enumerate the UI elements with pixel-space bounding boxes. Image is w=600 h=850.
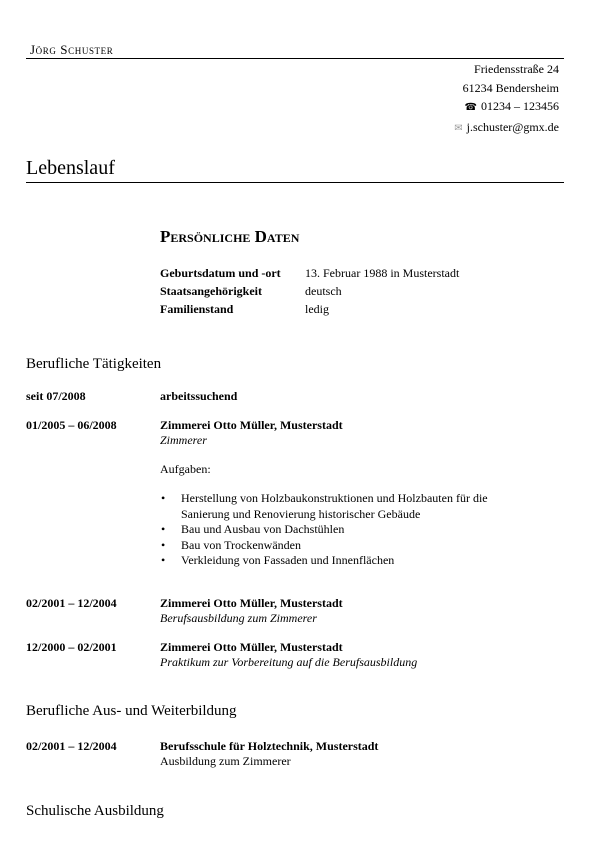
- task-text: Bau und Ausbau von Dachstühlen: [181, 522, 345, 536]
- document-title: Lebenslauf: [26, 157, 115, 179]
- birth-label: Geburtsdatum und -ort: [160, 266, 281, 280]
- marital-status-label: Familienstand: [160, 302, 234, 316]
- title-divider: [26, 182, 564, 183]
- header-divider: [26, 58, 564, 59]
- applicant-name: Jörg Schuster: [30, 42, 114, 57]
- email-address[interactable]: j.schuster@gmx.de: [466, 119, 559, 134]
- entry-date: seit 07/2008: [26, 389, 86, 403]
- email-line: [454, 118, 559, 139]
- entry-title: arbeitssuchend: [160, 389, 238, 403]
- entry-title: Berufsschule für Holztechnik, Musterstadt: [160, 739, 379, 753]
- birth-value: 13. Februar 1988 in Musterstadt: [305, 266, 460, 280]
- entry-position: Berufsausbildung zum Zimmerer: [160, 611, 317, 625]
- jobs-heading: Berufliche Tätigkeiten: [26, 356, 162, 372]
- training-heading: Berufliche Aus- und Weiterbildung: [26, 703, 237, 719]
- entry-date: 01/2005 – 06/2008: [26, 418, 117, 432]
- phone-icon: ☎: [464, 102, 477, 113]
- task-list: [160, 491, 520, 569]
- task-text: Herstellung von Holzbaukonstruktionen und Holzbauten für die Sanierung und Renovierung historischer Gebäude: [181, 491, 488, 521]
- marital-status-value: ledig: [305, 302, 329, 316]
- entry-position: Zimmerer: [160, 433, 207, 447]
- task-item: [160, 491, 520, 522]
- entry-description: Ausbildung zum Zimmerer: [160, 754, 291, 768]
- entry-title: Zimmerei Otto Müller, Musterstadt: [160, 640, 343, 654]
- entry-date: 02/2001 – 12/2004: [26, 596, 117, 610]
- task-text: Verkleidung von Fassaden und Innenflächen: [181, 553, 395, 567]
- bullet-icon: •: [161, 522, 166, 536]
- nationality-label: Staatsangehörigkeit: [160, 284, 262, 298]
- contact-block: [454, 60, 559, 138]
- entry-title: Zimmerei Otto Müller, Musterstadt: [160, 596, 343, 610]
- entry-date: 02/2001 – 12/2004: [26, 739, 117, 753]
- entry-date: 12/2000 – 02/2001: [26, 640, 117, 654]
- bullet-icon: •: [161, 553, 166, 567]
- tasks-label: Aufgaben:: [160, 462, 211, 476]
- bullet-icon: •: [161, 491, 166, 505]
- city-address: 61234 Bendersheim: [462, 80, 559, 95]
- street-address: Friedensstraße 24: [474, 62, 559, 76]
- bullet-icon: •: [161, 537, 166, 552]
- entry-title: Zimmerei Otto Müller, Musterstadt: [160, 418, 343, 432]
- entry-position: Praktikum zur Vorbereitung auf die Berufsausbildung: [160, 655, 418, 669]
- school-heading: Schulische Ausbildung: [26, 803, 164, 819]
- phone-number: 01234 – 123456: [481, 99, 559, 113]
- task-item: [160, 553, 520, 569]
- nationality-value: deutsch: [305, 284, 342, 298]
- personal-data-heading: Persönliche Daten: [160, 227, 300, 246]
- task-text: Bau von Trockenwänden: [181, 537, 301, 552]
- envelope-icon: ✉: [454, 122, 463, 134]
- phone-line: [454, 97, 559, 118]
- task-item: [160, 522, 520, 538]
- task-item: [160, 538, 520, 554]
